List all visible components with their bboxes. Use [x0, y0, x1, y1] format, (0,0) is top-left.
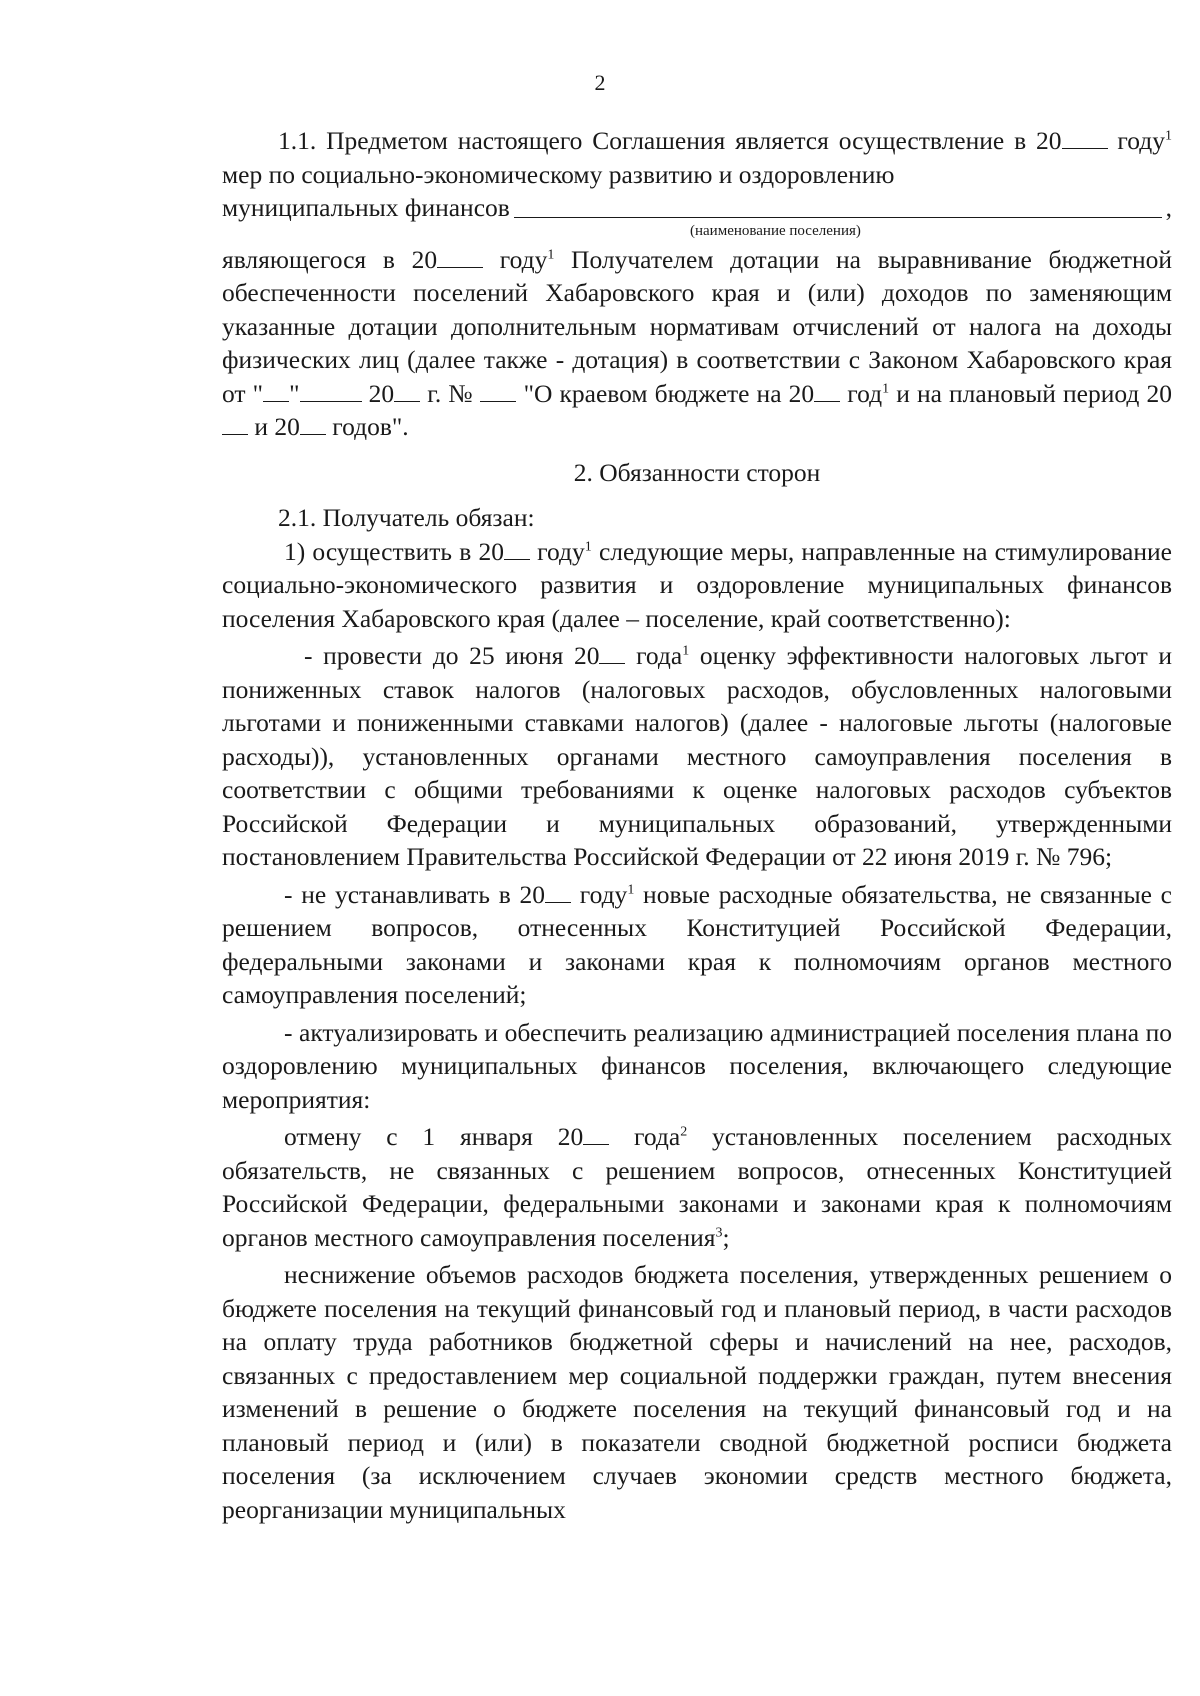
text: годов". — [325, 412, 409, 441]
settlement-name-blank — [514, 217, 1162, 218]
text: года — [609, 1122, 681, 1151]
text: 20 — [361, 378, 395, 408]
paragraph-1-1 — [222, 124, 1172, 191]
text: - не устанавливать в 20 — [284, 879, 545, 909]
bullet-2 — [222, 878, 1172, 1012]
text: оценку эффективности налоговых льгот и пониженных ставок налогов (налоговых расходов, обусловленных налоговыми льготами и пониженными ставками налогов) (далее - налоговые льготы (налоговые расходы)), установленных органами местного самоуправления поселения в соответствии с общими требованиями к оценке налоговых расходов субъектов Российской Федерации и муниципальных образований, утвержденными постановлением Правительства Российской Федерации от 22 июня 2019 г. № 796; — [222, 641, 1173, 871]
section-heading: 2. Обязанности сторон — [573, 457, 821, 487]
document-body — [222, 124, 1172, 1526]
blank-line — [504, 539, 530, 560]
paragraph-1-1-cont — [222, 243, 1172, 444]
bullet-3: - актуализировать и обеспечить реализацию администрацией поселения плана по оздоровлению муниципальных финансов поселения, включающего следующие мероприятия: — [222, 1017, 1172, 1114]
blank-line — [263, 381, 289, 402]
text: году — [483, 244, 548, 274]
footnote-ref: 2 — [680, 1124, 688, 1140]
text: и 20 — [248, 412, 300, 441]
text: году — [529, 536, 585, 566]
measure-1 — [222, 1120, 1172, 1254]
text: , — [1165, 193, 1172, 222]
text: - провести до 25 июня 20 — [304, 641, 600, 670]
blank-line — [300, 381, 362, 402]
paragraph-2-1: 2.1. Получатель обязан: — [278, 503, 535, 532]
blank-line — [545, 882, 571, 903]
text: являющегося в 20 — [222, 244, 438, 274]
footnote-ref: 1 — [1165, 128, 1172, 144]
footnote-ref: 3 — [715, 1225, 723, 1240]
footnote-ref: 1 — [682, 643, 690, 659]
text: ; — [722, 1222, 730, 1252]
measure-2: неснижение объемов расходов бюджета поселения, утвержденных решением о бюджете поселения на текущий финансовый год и плановый период, в части расходов на оплату труда работников бюджетной сферы и начислений на нее, расходов, связанных с предоставлением мер социальной поддержки граждан, путем внесения изменений в решение о бюджете поселения на текущий финансовый год и на плановый период и (или) в показатели сводной бюджетной росписи бюджета поселения (за исключением случаев экономии средств местного бюджета, реорганизации муниципальных — [222, 1260, 1172, 1524]
text: Получателем дотации на выравнивание бюджетной обеспеченности поселений Хабаровского края и (или) доходов по заменяющим указанные дотации дополнительным нормативам отчислений от налога на доходы физических лиц (далее также - дотация) в соответствии с Законом Хабаровского края от " — [222, 244, 1172, 408]
footnote-ref: 1 — [627, 882, 635, 897]
blank-line — [1062, 128, 1108, 149]
text: следующие меры, направленные на стимулирование социально-экономического развития и оздоровление муниципальных финансов поселения Хабаровского края (далее – поселение, край соответственно): — [222, 536, 1172, 633]
settlement-name-caption: (наименование поселения) — [690, 222, 861, 239]
page-number: 2 — [594, 70, 606, 95]
text: года — [625, 641, 683, 670]
text: и на плановый период 20 — [889, 378, 1172, 408]
item-1 — [222, 535, 1172, 636]
text: " — [289, 378, 300, 408]
blank-line — [480, 381, 516, 402]
text: мер по социально-экономическому развитию и оздоровлению — [222, 159, 895, 189]
text: установленных поселением расходных обязательств, не связанных с решением вопросов, отнесенных Конституцией Российской Федерации, федеральными законами и законами края к полномочиям органов местного самоуправления поселения — [222, 1122, 1173, 1252]
text: муниципальных финансов — [222, 193, 510, 222]
bullet-1 — [222, 639, 1172, 874]
settlement-name-line — [222, 191, 1172, 225]
footnote-ref: 1 — [882, 381, 890, 396]
blank-line — [222, 414, 248, 435]
text: 1) осуществить в 20 — [284, 536, 504, 566]
text: году — [571, 879, 628, 909]
text: отмену с 1 января 20 — [284, 1122, 584, 1151]
text: "О краевом бюджете на 20 — [516, 378, 815, 408]
text: году — [1117, 126, 1165, 155]
blank-line — [814, 381, 840, 402]
footnote-ref: 1 — [547, 247, 555, 262]
blank-line — [583, 1124, 609, 1145]
blank-line — [394, 381, 420, 402]
blank-line — [300, 414, 326, 435]
text: г. № — [420, 378, 481, 408]
text: новые расходные обязательства, не связанные с решением вопросов, отнесенных Конституцией Российской Федерации, федеральными законами и законами края к полномочиям органов местного самоуправления поселений; — [222, 879, 1172, 1009]
footnote-ref: 1 — [584, 539, 592, 554]
text: год — [840, 378, 883, 408]
blank-line — [599, 643, 625, 664]
text: 1.1. Предметом настоящего Соглашения является осуществление в 20 — [278, 126, 1062, 155]
blank-line — [437, 247, 483, 268]
